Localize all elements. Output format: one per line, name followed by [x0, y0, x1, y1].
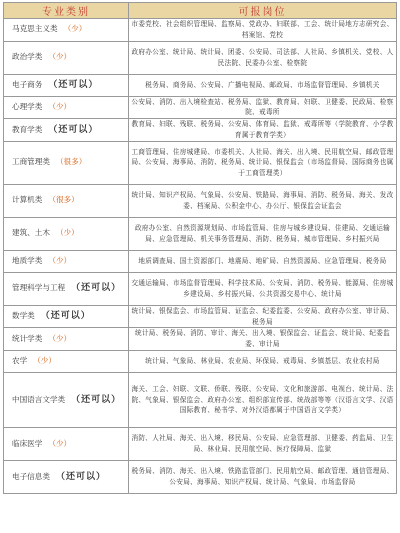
major-name: 农学: [12, 356, 28, 366]
major-cell: [4, 119, 129, 142]
table-row: [4, 96, 397, 119]
quantity-tag: （还可以）: [55, 471, 106, 482]
major-name: 建筑、土木: [12, 228, 50, 238]
major-name: 马克思主义类: [12, 24, 58, 34]
table-row: [4, 460, 397, 493]
major-name: 计算机类: [12, 195, 43, 205]
quantity-tag: （很多）: [55, 157, 87, 167]
major-cell: [4, 74, 129, 96]
table-row: [4, 74, 397, 96]
positions-cell: 统计局、气象局、林业局、农业局、环保局、戒毒局、乡镇基层、农业农村局: [129, 350, 397, 372]
quantity-tag: （很多）: [48, 195, 79, 205]
table-row: [4, 184, 397, 217]
quantity-tag: （还可以）: [48, 124, 99, 135]
major-cell: [4, 250, 129, 272]
major-name: 地质学类: [12, 255, 43, 265]
major-name: 政治学类: [12, 52, 43, 62]
major-name: 统计学类: [12, 333, 43, 343]
major-position-table: [3, 2, 397, 494]
major-name: 数学类: [12, 311, 35, 321]
table-row: [4, 41, 397, 74]
table-row: [4, 217, 397, 250]
table-row: [4, 250, 397, 272]
positions-cell: 教育局、妇联、残联、税务局、公安局、体育局、监狱、戒毒所等（学院教育、小学教育属于教育学类）: [129, 119, 397, 142]
major-cell: [4, 141, 129, 184]
quantity-tag: （还可以）: [48, 79, 99, 90]
table-body: [4, 19, 397, 494]
major-cell: [4, 96, 129, 119]
positions-cell: 统计局、税务局、消防、审计、海关、出入境、银保监会、证监会、统计局、纪委监委、审计局: [129, 328, 397, 351]
table-row: [4, 372, 397, 427]
positions-cell: 政府办公室、统计局、统计局、团委、公安局、司法部、人社局、乡镇机关、党校、人民法院、民委办公室、检察院: [129, 41, 397, 74]
table-row: [4, 272, 397, 305]
major-cell: [4, 372, 129, 427]
major-name: 临床医学: [12, 438, 43, 448]
positions-cell: 政府办公室、自然资源规划局、市场监管局、住房与城乡建设局、住建局、交通运输局、应急管理局、机关事务管理局、消防、税务局、城市管理局、乡村振兴局: [129, 217, 397, 250]
major-name: 中国语言文学类: [12, 394, 66, 404]
table-row: [4, 350, 397, 372]
major-cell: [4, 184, 129, 217]
major-name: 电子信息类: [12, 471, 50, 481]
major-name: 心理学类: [12, 101, 43, 111]
quantity-tag: （还可以）: [71, 394, 122, 405]
major-cell: [4, 328, 129, 351]
quantity-tag: （少）: [48, 101, 72, 111]
quantity-tag: （少）: [63, 24, 87, 34]
quantity-tag: （少）: [48, 255, 72, 265]
header-positions: 可报岗位: [129, 3, 397, 19]
table-row: [4, 427, 397, 460]
quantity-tag: （少）: [48, 333, 72, 343]
major-cell: [4, 272, 129, 305]
positions-cell: 统计局、银保监会、市场监管局、证监会、纪委监委、公安局、政府办公室、审计局、税务局: [129, 305, 397, 328]
major-cell: [4, 460, 129, 493]
positions-cell: 地质调查局、国土资源部门、地震局、地矿局、自然资源局、应急管理局、税务局: [129, 250, 397, 272]
positions-cell: 交通运输局、市场监督管理局、科学技术局、公安局、消防、税务局、能源局、住房城乡建设局、乡村振兴局、公共资源交易中心、统计局: [129, 272, 397, 305]
table-row: [4, 19, 397, 42]
quantity-tag: （还可以）: [40, 311, 91, 322]
quantity-tag: （还可以）: [71, 283, 122, 294]
quantity-tag: （少）: [48, 52, 72, 62]
positions-cell: 工商管理局、住房城建局、市委机关、人社局、海关、出入境、民用航空局、邮政管理局、公安局、海事局、消防、税务局、统计局、银保监会（市场监督局、国际商务也属于工商管理类）: [129, 141, 397, 184]
major-cell: [4, 427, 129, 460]
positions-cell: 税务局、商务局、公安局、广播电视局、邮政局、市场监督管理局、乡镇机关: [129, 74, 397, 96]
positions-cell: 统计局、知识产权局、气象局、公安局、铁路局、海事局、消防、税务局、海关、发改委、档案局、公积金中心、办公厅、银保监会证监会: [129, 184, 397, 217]
table-row: [4, 328, 397, 351]
quantity-tag: （少）: [55, 228, 79, 238]
major-name: 教育学类: [12, 124, 43, 134]
major-cell: [4, 217, 129, 250]
quantity-tag: （少）: [33, 356, 56, 366]
positions-cell: 公安局、消防、出入境检查站、税务局、监狱、教育局、妇联、卫健委、民政局、检察院、戒毒所: [129, 96, 397, 119]
major-position-table-container: [3, 2, 396, 531]
positions-cell: 海关、工会、妇联、文联、侨联、残联、公安局、文化和旅游部、电视台、统计局、法院、气象局、银保监会、政府办公室、组织部宣传部、统战部等等（汉语言文学、汉语国际教育、秘书学、对外汉语都属于中国语言文学类）: [129, 372, 397, 427]
major-cell: [4, 350, 129, 372]
major-name: 电子商务: [12, 79, 43, 89]
positions-cell: 市委党校、社会组织管理局、监察局、党政办、妇联部、工会、统计局地方志研究会、档案馆、党校: [129, 19, 397, 42]
table-header-row: [4, 3, 397, 19]
major-name: 工商管理类: [12, 157, 50, 167]
major-name: 管理科学与工程: [12, 283, 66, 293]
major-cell: [4, 19, 129, 42]
major-cell: [4, 305, 129, 328]
table-row: [4, 141, 397, 184]
positions-cell: 消防、人社局、海关、出入境、移民局、公安局、应急管理部、卫健委、药监局、卫生局、林业局、民用航空局、医疗保障局、监狱: [129, 427, 397, 460]
positions-cell: 税务局、消防、海关、出入境、铁路监管部门、民用航空局、邮政管理、通信管理局、公安局、海事局、知识产权局、统计局、气象局、市场监督局: [129, 460, 397, 493]
quantity-tag: （少）: [48, 438, 72, 448]
header-major: 专业类别: [4, 3, 129, 19]
table-row: [4, 305, 397, 328]
table-row: [4, 119, 397, 142]
major-cell: [4, 41, 129, 74]
